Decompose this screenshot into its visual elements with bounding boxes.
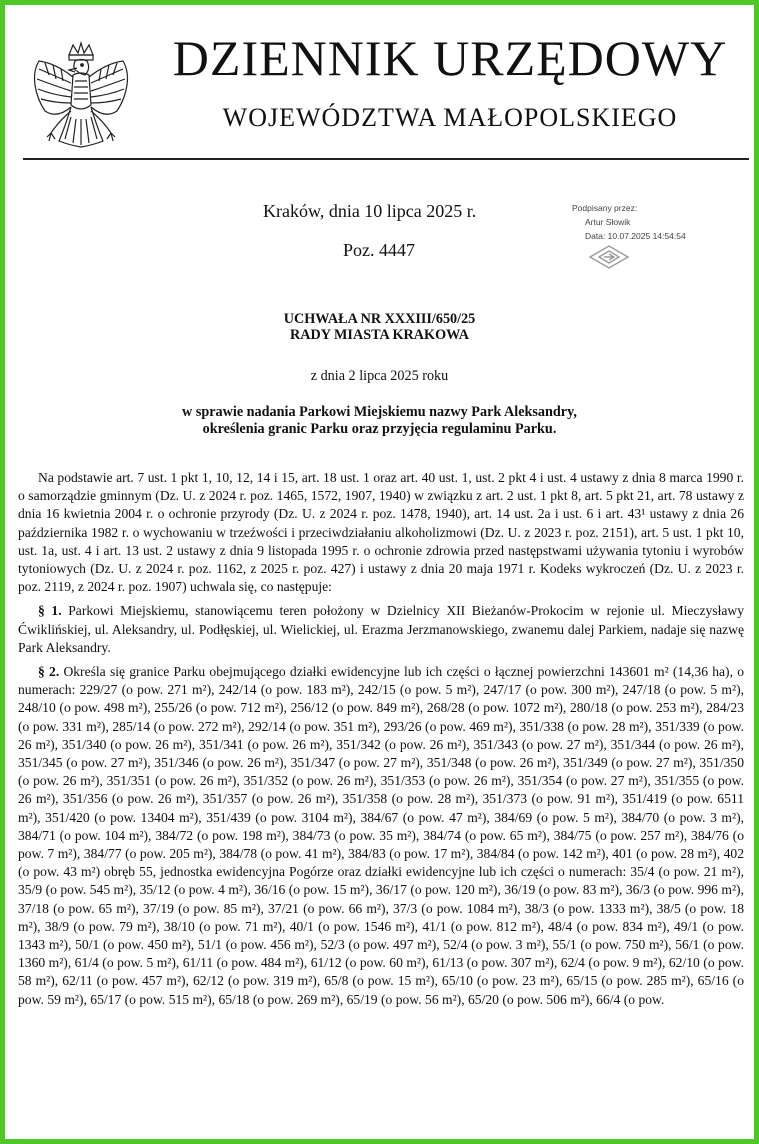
- signature-date: Data: 10.07.2025 14:54:54: [585, 231, 686, 241]
- signature-seal-icon: [586, 244, 632, 270]
- section-1-text: Parkowi Miejskiemu, stanowiącemu teren położony w Dzielnicy XII Bieżanów-Prokocim w rejonie ul. Mieczysławy Ćwiklińskiej, ul. Aleksandry, ul. Podłęskiej, ul. Wielickiej, ul. Erazma Jerzmanowskiego, zwanemu dalej Parkiem, nadaje się nazwę Park Aleksandry.: [18, 603, 744, 655]
- resolution-council: RADY MIASTA KRAKOWA: [290, 327, 469, 343]
- resolution-title: UCHWAŁA NR XXXIII/650/25: [283, 311, 476, 327]
- header-divider: [23, 158, 749, 160]
- section-2-text: Określa się granice Parku obejmującego działki ewidencyjne lub ich części o łącznej powierzchni 143601 m² (14,36 ha), o numerach: 229/27 (o pow. 271 m²), 242/14 (o pow. 183 m²), 242/15 (o pow. 5 m²), 247/17 (o pow. 300 m²), 247/18 (o pow. 5 m²), 248/10 (o pow. 498 m²), 255/26 (o pow. 712 m²), 256/12 (o pow. 849 m²), 268/28 (o pow. 1072 m²), 280/18 (o pow. 253 m²), 284/23 (o pow. 331 m²), 285/14 (o pow. 272 m²), 292/14 (o pow. 351 m²), 293/26 (o pow. 469 m²), 351/338 (o pow. 28 m²), 351/339 (o pow. 26 m²), 351/340 (o pow. 26 m²), 351/341 (o pow. 26 m²), 351/342 (o pow. 26 m²), 351/343 (o pow. 27 m²), 351/344 (o pow. 26 m²), 351/345 (o pow. 27 m²), 351/346 (o pow. 26 m²), 351/347 (o pow. 27 m²), 351/348 (o pow. 26 m²), 351/349 (o pow. 27 m²), 351/350 (o pow. 26 m²), 351/351 (o pow. 26 m²), 351/352 (o pow. 26 m²), 351/353 (o pow. 26 m²), 351/354 (o pow. 27 m²), 351/355 (o pow. 26 m²), 351/356 (o pow. 26 m²), 351/357 (o pow. 26 m²), 351/358 (o pow. 28 m²), 351/373 (o pow. 91 m²), 351/419 (o pow. 6511 m²), 351/420 (o pow. 13404 m²), 351/439 (o pow. 3104 m²), 384/67 (o pow. 47 m²), 384/69 (o pow. 5 m²), 384/70 (o pow. 3 m²), 384/71 (o pow. 104 m²), 384/72 (o pow. 198 m²), 384/73 (o pow. 35 m²), 384/74 (o pow. 65 m²), 384/75 (o pow. 257 m²), 384/76 (o pow. 7 m²), 384/77 (o pow. 205 m²), 384/78 (o pow. 41 m²), 384/83 (o pow. 17 m²), 384/84 (o pow. 142 m²), 401 (o pow. 28 m²), 402 (o pow. 43 m²) obręb 55, jednostka ewidencyjna Pogórze oraz działki ewidencyjne lub ich części o numerach: 35/4 (o pow. 21 m²), 35/9 (o pow. 545 m²), 35/12 (o pow. 4 m²), 36/16 (o pow. 15 m²), 36/17 (o pow. 120 m²), 36/19 (o pow. 83 m²), 36/3 (o pow. 996 m²), 37/18 (o pow. 65 m²), 37/19 (o pow. 85 m²), 37/21 (o pow. 66 m²), 37/3 (o pow. 1084 m²), 38/3 (o pow. 1333 m²), 38/5 (o pow. 18 m²), 38/9 (o pow. 79 m²), 38/10 (o pow. 71 m²), 40/1 (o pow. 1546 m²), 41/1 (o pow. 812 m²), 48/4 (o pow. 834 m²), 49/1 (o pow. 1343 m²), 50/1 (o pow. 450 m²), 51/1 (o pow. 456 m²), 52/3 (o pow. 497 m²), 52/4 (o pow. 3 m²), 55/1 (o pow. 750 m²), 56/1 (o pow. 1360 m²), 61/4 (o pow. 5 m²), 61/11 (o pow. 484 m²), 61/12 (o pow. 60 m²), 61/13 (o pow. 307 m²), 62/4 (o pow. 9 m²), 62/10 (o pow. 58 m²), 62/11 (o pow. 457 m²), 62/12 (o pow. 319 m²), 65/8 (o pow. 15 m²), 65/10 (o pow. 23 m²), 65/15 (o pow. 285 m²), 65/16 (o pow. 59 m²), 65/17 (o pow. 515 m²), 65/18 (o pow. 269 m²), 65/19 (o pow. 56 m²), 65/20 (o pow. 506 m²), 66/4 (o pow.: [18, 664, 744, 1007]
- signature-label: Podpisany przez:: [572, 203, 638, 213]
- digital-signature-block: [572, 201, 686, 243]
- publication-date: Kraków, dnia 10 lipca 2025 r.: [263, 201, 477, 221]
- section-1-label: § 1.: [38, 603, 62, 619]
- resolution-subject-line-2: określenia granic Parku oraz przyjęcia regulaminu Parku.: [202, 421, 557, 437]
- document-body: [18, 469, 744, 1015]
- section-1-paragraph: [18, 602, 744, 657]
- resolution-subject-line-1: w sprawie nadania Parkowi Miejskiemu nazwy Park Aleksandry,: [182, 404, 577, 420]
- resolution-date: z dnia 2 lipca 2025 roku: [310, 368, 449, 384]
- position-number: Poz. 4447: [343, 240, 415, 260]
- eagle-emblem-icon: [25, 41, 137, 165]
- section-2-label: § 2.: [38, 664, 60, 680]
- signer-name: Artur Słowik: [585, 217, 631, 227]
- journal-subtitle: WOJEWÓDZTWA MAŁOPOLSKIEGO: [222, 103, 678, 132]
- preamble-paragraph: Na podstawie art. 7 ust. 1 pkt 1, 10, 12, 14 i 15, art. 18 ust. 1 oraz art. 40 ust. 1, ust. 2 pkt 4 i ust. 4 ustawy z dnia 8 marca 1990 r. o samorządzie gminnym (Dz. U. z 2024 r. poz. 1465, 1572, 1907, 1940) w związku z art. 2 ust. 1 pkt 8, art. 5 pkt 21, art. 78 ustawy z dnia 16 kwietnia 2004 r. o ochronie przyrody (Dz. U. z 2024 r. poz. 1478, 1940), art. 14 ust. 2a i ust. 6 i art. 43¹ ustawy z dnia 26 października 1982 r. o wychowaniu w trzeźwości i przeciwdziałaniu alkoholizmowi (Dz. U. z 2023 r. poz. 2151), art. 5 ust. 1 pkt 10, ust. 1a, ust. 4 i art. 13 ust. 2 ustawy z dnia 9 listopada 1995 r. o ochronie zdrowia przed następstwami używania tytoniu i wyrobów tytoniowych (Dz. U. z 2024 r. poz. 1162, z 2025 r. poz. 427) i ustawy z dnia 20 maja 1971 r. Kodeks wykroczeń (Dz. U. z 2023 r. poz. 2119, z 2024 r. poz. 1907) uchwala się, co następuje:: [18, 470, 744, 595]
- journal-title: DZIENNIK URZĘDOWY: [172, 30, 728, 86]
- section-2-paragraph: [18, 663, 744, 1009]
